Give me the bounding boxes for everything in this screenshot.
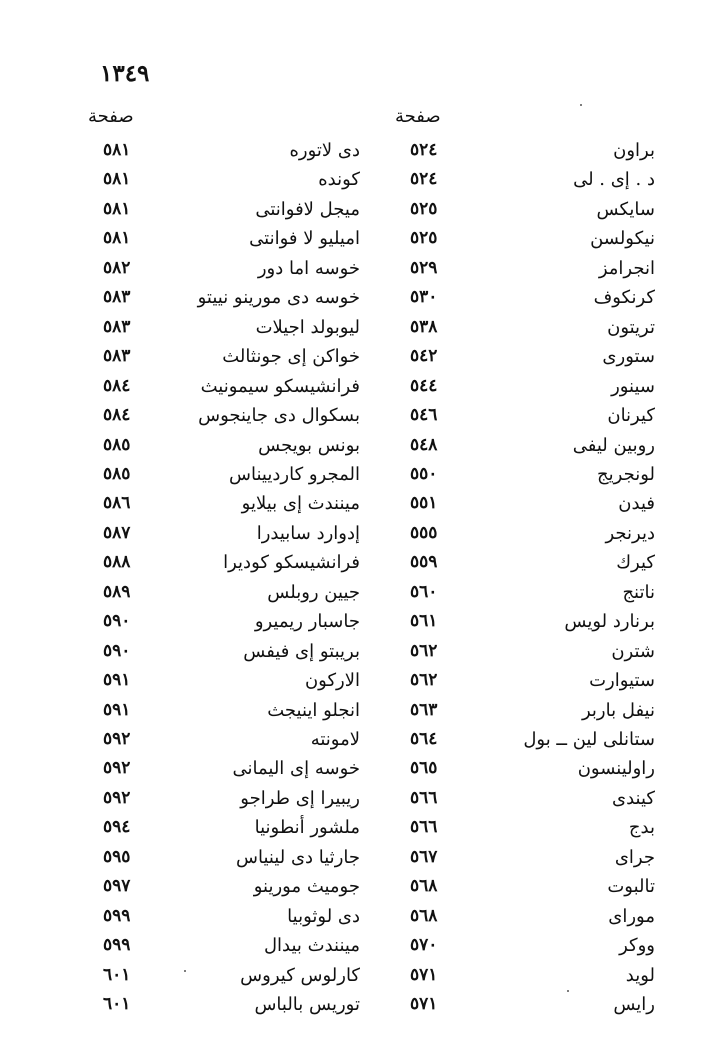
entry-page-number: ٥٦٦ (410, 817, 438, 838)
entry-name: فرانشيسكو كوديرا (223, 552, 360, 574)
entry-page-number: ٦٠١ (103, 994, 131, 1015)
entry-name: بسكوال دى جاينجوس (198, 405, 360, 427)
entry-page-number: ٥٩١ (103, 670, 131, 691)
entry-name: إدوارد سابيدرا (256, 522, 360, 544)
entry-name: جارثيا دى لينياس (235, 846, 360, 868)
entry-name: خوسه دى مورينو نييتو (197, 287, 360, 309)
entry-name: دى لاتوره (289, 140, 360, 161)
entry-page-number: ٥٩١ (103, 699, 131, 720)
entry-page-number: ٥٩٩ (103, 935, 131, 956)
right-index-row (0, 140, 655, 170)
entry-page-number: ٥٨٦ (103, 493, 131, 514)
entry-name: برنارد لويس (564, 611, 655, 633)
entry-name: انجرامز (598, 257, 655, 279)
entry-name: فيدن (618, 493, 655, 515)
entry-name: كونده (318, 169, 360, 191)
entry-page-number: ٥٨٣ (103, 287, 131, 308)
entry-name: كارلوس كيروس (240, 964, 360, 986)
entry-page-number: ٥٨٥ (103, 434, 131, 455)
entry-name: لامونته (310, 729, 360, 750)
entry-page-number: ٥٩٠ (103, 611, 131, 632)
entry-name: كرنكوف (593, 287, 655, 309)
entry-page-number: ٥٦٠ (410, 581, 438, 602)
entry-name: نيكولسن (590, 228, 655, 250)
right-index-row (0, 876, 655, 906)
entry-page-number: ٥٨٣ (103, 346, 131, 367)
entry-page-number: ٥٥٥ (410, 522, 438, 543)
page-number: ١٣٤٩ (100, 60, 150, 87)
entry-name: د . إى . لى (573, 169, 655, 191)
entry-page-number: ٥٨٥ (103, 463, 131, 484)
entry-page-number: ٥٦٧ (410, 846, 438, 867)
entry-page-number: ٥٦٤ (410, 729, 438, 749)
entry-page-number: ٥٣٠ (410, 287, 438, 308)
right-index-row (0, 552, 655, 582)
entry-page-number: ٥٧١ (410, 994, 438, 1015)
entry-page-number: ٥٢٥ (410, 198, 438, 219)
entry-page-number: ٦٠١ (103, 964, 131, 985)
entry-name: تالبوت (607, 876, 655, 898)
entry-name: مينندث إى بيلايو (241, 493, 360, 515)
entry-page-number: ٥٦٢ (410, 670, 438, 691)
right-index-row (0, 611, 655, 641)
entry-page-number: ٥٨٤ (103, 375, 131, 396)
entry-name: سينور (611, 375, 655, 397)
entry-name: نيفل باربر (581, 699, 655, 721)
right-index-row (0, 641, 655, 671)
right-index-row (0, 935, 655, 965)
right-index-row (0, 464, 655, 494)
entry-name: ريبيرا إى طراجو (240, 787, 360, 809)
right-index-row (0, 435, 655, 465)
entry-page-number: ٥٩٢ (103, 758, 131, 779)
entry-page-number: ٥٦٨ (410, 905, 438, 926)
entry-name: جاسبار ريميرو (254, 611, 360, 633)
entry-name: كيرنان (607, 405, 655, 427)
entry-name: خوسه اما دور (257, 257, 360, 279)
right-index-row (0, 965, 655, 995)
entry-page-number: ٥٨٣ (103, 316, 131, 337)
entry-name: ملشور أنطونيا (254, 817, 360, 839)
entry-name: خوسه إى اليمانى (232, 758, 360, 780)
entry-page-number: ٥٩٥ (103, 846, 131, 867)
speck-mark (184, 970, 186, 972)
entry-name: ميجل لافوانتى (255, 198, 360, 220)
entry-name: تريتون (607, 316, 655, 338)
entry-page-number: ٥٧٠ (410, 935, 438, 956)
entry-name: روبين ليفى (572, 434, 655, 456)
entry-page-number: ٥٥٩ (410, 552, 438, 573)
entry-name: رايس (613, 994, 655, 1016)
right-index-row (0, 788, 655, 818)
entry-page-number: ٥٢٥ (410, 228, 438, 249)
right-index-row (0, 317, 655, 347)
entry-page-number: ٥٨١ (103, 198, 131, 219)
entry-page-number: ٥٩٤ (103, 817, 131, 838)
entry-page-number: ٥٥١ (410, 493, 438, 514)
speck-mark (580, 104, 582, 106)
entry-page-number: ٥٤٨ (410, 434, 438, 455)
entry-page-number: ٥٥٠ (410, 463, 438, 484)
left-column-header: صفحة (88, 106, 134, 127)
right-index-row (0, 346, 655, 376)
entry-page-number: ٥٨٩ (103, 581, 131, 602)
entry-name: دى لوثوبيا (287, 905, 360, 927)
right-index-row (0, 199, 655, 229)
entry-name: سايكس (596, 198, 655, 220)
entry-name: شترن (611, 640, 655, 662)
right-index-row (0, 906, 655, 936)
entry-page-number: ٥٨٢ (103, 257, 131, 278)
entry-page-number: ٥٩٢ (103, 787, 131, 808)
entry-name: بونس بويجس (258, 434, 360, 456)
right-index-row (0, 817, 655, 847)
entry-name: فرانشيسكو سيمونيث (200, 375, 360, 397)
entry-name: جراى (614, 846, 655, 868)
right-index-row (0, 582, 655, 612)
right-index-row (0, 405, 655, 435)
entry-name: ليوبولد اجيلات (255, 316, 360, 338)
right-index-row (0, 729, 655, 759)
entry-name: كيندى (612, 787, 655, 809)
entry-page-number: ٥٨١ (103, 169, 131, 190)
entry-page-number: ٥٢٤ (410, 169, 438, 190)
entry-name: ديرنجر (605, 522, 655, 544)
entry-name: لويد (625, 964, 655, 986)
right-index-row (0, 758, 655, 788)
entry-page-number: ٥٨٤ (103, 405, 131, 426)
entry-page-number: ٥٤٢ (410, 346, 438, 367)
right-index-row (0, 169, 655, 199)
entry-page-number: ٥٤٤ (410, 375, 438, 396)
entry-page-number: ٥٦٣ (410, 699, 438, 720)
entry-page-number: ٥٦٦ (410, 787, 438, 808)
entry-page-number: ٥٩٩ (103, 905, 131, 926)
entry-name: براون (613, 140, 655, 161)
entry-page-number: ٥٦٢ (410, 640, 438, 661)
entry-name: مينندث بيدال (263, 935, 360, 957)
entry-name: ناتنج (622, 581, 655, 603)
right-index-row (0, 670, 655, 700)
entry-page-number: ٥٨١ (103, 228, 131, 249)
right-index-row (0, 994, 655, 1024)
entry-name: المجرو كاردييناس (229, 463, 360, 485)
entry-page-number: ٥٩٠ (103, 640, 131, 661)
right-index-row (0, 523, 655, 553)
entry-name: ستيوارت (589, 670, 655, 692)
entry-page-number: ٥٦١ (410, 611, 438, 632)
right-column-header: صفحة (395, 106, 441, 127)
entry-page-number: ٥٩٧ (103, 876, 131, 897)
entry-page-number: ٥٨١ (103, 140, 131, 160)
entry-page-number: ٥٢٤ (410, 140, 438, 160)
entry-page-number: ٥٩٢ (103, 729, 131, 749)
right-index-row (0, 847, 655, 877)
entry-name: بريبتو إى فيفس (243, 640, 360, 662)
entry-name: توريس بالباس (254, 994, 360, 1016)
entry-page-number: ٥٨٨ (103, 552, 131, 573)
entry-page-number: ٥٣٨ (410, 316, 438, 337)
entry-name: كيرك (616, 552, 655, 574)
entry-page-number: ٥٤٦ (410, 405, 438, 426)
right-index-row (0, 700, 655, 730)
entry-name: ستورى (602, 346, 655, 368)
speck-mark (567, 990, 569, 992)
entry-name: جيين روبلس (267, 581, 360, 603)
right-index-row (0, 258, 655, 288)
right-index-row (0, 228, 655, 258)
entry-page-number: ٥٦٥ (410, 758, 438, 779)
entry-name: الاركون (304, 670, 360, 692)
entry-name: بدج (628, 817, 655, 839)
entry-name: ووكر (619, 935, 655, 957)
entry-page-number: ٥٧١ (410, 964, 438, 985)
entry-page-number: ٥٢٩ (410, 257, 438, 278)
entry-name: جوميث مورينو (253, 876, 360, 898)
right-index-row (0, 493, 655, 523)
entry-name: انجلو اينيجث (267, 699, 360, 721)
entry-page-number: ٥٨٧ (103, 522, 131, 543)
right-index-row (0, 376, 655, 406)
entry-name: ستانلى لين ــ بول (523, 729, 655, 750)
entry-name: خواكن إى جونثالث (222, 346, 360, 368)
entry-page-number: ٥٦٨ (410, 876, 438, 897)
entry-name: راولينسون (577, 758, 655, 780)
entry-name: موراى (608, 905, 655, 927)
entry-name: اميليو لا فوانتى (249, 228, 360, 250)
right-index-row (0, 287, 655, 317)
entry-name: لونجريج (597, 463, 655, 485)
